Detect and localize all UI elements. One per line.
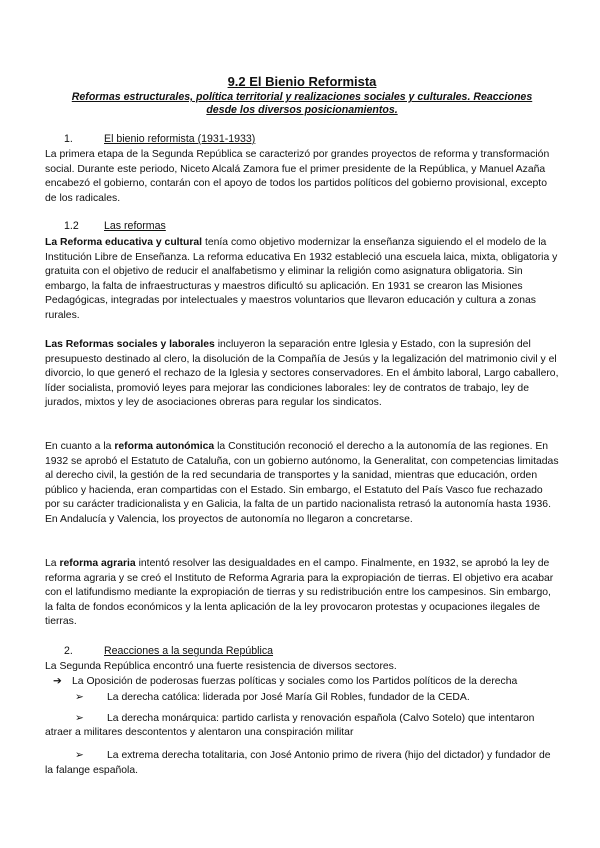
intro-paragraph: La primera etapa de la Segunda República se caracterizó por grandes proyectos de reforma y transformación social. Durante este periodo, Niceto Alcalá Zamora fue el primer presidente de la República, y Manuel Azaña encabezó el gobierno, contarán con el apoyo de todos los partidos políticos del gobierno provisional, excepto de los radicales.: [45, 149, 550, 204]
section-number: 1.2: [64, 220, 79, 232]
page-title: 9.2 El Bienio Reformista: [227, 74, 377, 89]
section-heading-2: [64, 645, 273, 658]
subtitle-line-2: desde los diversos posicionamientos.: [206, 104, 398, 116]
educativa-paragraph: [45, 236, 559, 324]
reacciones-intro: La Segunda República encontró una fuerte resistencia de diversos sectores.: [45, 661, 397, 672]
agraria-text: intentó resolver las desigualdades en el campo. Finalmente, en 1932, se aprobó la ley de reforma agraria y se creó el Instituto de Reforma Agraria para la expropiación de tierras. El objetivo era acabar con el latifundismo mediante la expropiación de tierras y su redistribución entre los campesinos. Sin embargo, la falta de fondos económicos y la lenta aplicación de la ley provocaron protestas y ocupaciones ilegales de tierras.: [45, 558, 554, 628]
autonomica-pre: En cuanto a la: [45, 441, 115, 452]
arrowhead-bullet-icon: ➢: [75, 712, 84, 724]
list-item: [45, 712, 559, 741]
educativa-text: tenía como objetivo modernizar la enseñanza siguiendo el el modelo de la Institución Libre de Enseñanza. La reforma educativa En 1932 estableció una escuela laica, mixta, obligatoria y gratuita con el objetivo de reducir el analfabetismo y eliminar la religión como asignatura obligatoria. Sin embargo, la falta de infraestructuras y maestros dificultó su aplicación. En 1931 se crearon las Misiones Pedagógicas, integradas por intelectuales y maestros voluntarios que llevaron educación y cultura a zonas rurales.: [45, 237, 558, 321]
section-label: Las reformas: [104, 220, 166, 232]
sociales-text: incluyeron la separación entre Iglesia y Estado, con la supresión del presupuesto destinado al clero, la disolución de la Compañía de Jesús y la legalización del matrimonio civil y el divorcio, lo que generó el rechazo de la Iglesia y sectores conservadores. En el ámbito laboral, Largo caballero, líder socialista, promovió leyes para mejorar las condiciones laborales: ley de contratos de trabajo, ley de jurados, mixtos y ley de asociaciones obreras para regular los sindicatos.: [45, 339, 559, 409]
list-item-text: La derecha monárquica: partido carlista y renovación española (Calvo Sotelo) que intentaron atraer a militares descontentos y alentaron una conspiración militar: [45, 712, 535, 739]
arrowhead-bullet-icon: ➢: [75, 749, 84, 761]
autonomica-lead: reforma autonómica: [114, 441, 215, 452]
autonomica-text: la Constitución reconoció el derecho a la autonomía de las regiones. En 1932 se aprobó el Estatuto de Cataluña, con un gobierno autónomo, la Generalitat, con competencias limitadas al derecho civil, la gestión de la red secundaria de transportes y la sanidad, mientras que educación, orden público y hacienda, eran compartidas con el Estado. Sin embargo, el Estatuto del País Vasco fue rechazado por su carácter tradicionalista y en Galicia, la falta de un partido nacionalista retrasó la autonomía hasta 1936. En Andalucía y Valencia, los proyectos de autonomía no llegaron a concretarse.: [45, 441, 559, 525]
section-heading-1-2: [64, 220, 166, 233]
page-subtitle: [45, 91, 559, 117]
list-item-level1: [45, 675, 559, 690]
section-number: 1.: [64, 133, 73, 145]
list-item: [45, 691, 559, 706]
list-item-text: La extrema derecha totalitaria, con José Antonio primo de rivera (hijo del dictador) y fundador de la falange española.: [45, 749, 551, 776]
section-label: Reacciones a la segunda República: [104, 645, 274, 657]
list-item-text: La Oposición de poderosas fuerzas políticas y sociales como los Partidos políticos de la derecha: [72, 675, 518, 687]
arrow-bullet-icon: ➔: [53, 675, 62, 687]
sociales-lead: Las Reformas sociales y laborales: [45, 339, 215, 350]
section-label: El bienio reformista (1931-1933): [104, 133, 256, 145]
educativa-lead: La Reforma educativa y cultural: [45, 237, 203, 248]
agraria-lead: reforma agraria: [59, 558, 136, 569]
sociales-paragraph: [45, 338, 559, 411]
list-item: [45, 749, 559, 778]
autonomica-paragraph: [45, 440, 559, 528]
section-number: 2.: [64, 645, 73, 657]
section-heading-1: [64, 133, 255, 146]
agraria-pre: La: [45, 558, 60, 569]
list-item-text: La derecha católica: liderada por José María Gil Robles, fundador de la CEDA.: [107, 692, 470, 704]
reacciones-list: [45, 660, 559, 778]
agraria-paragraph: [45, 557, 559, 630]
subtitle-line-1: Reformas estructurales, política territorial y realizaciones sociales y culturales. Reacciones: [71, 91, 533, 103]
arrowhead-bullet-icon: ➢: [75, 692, 84, 704]
